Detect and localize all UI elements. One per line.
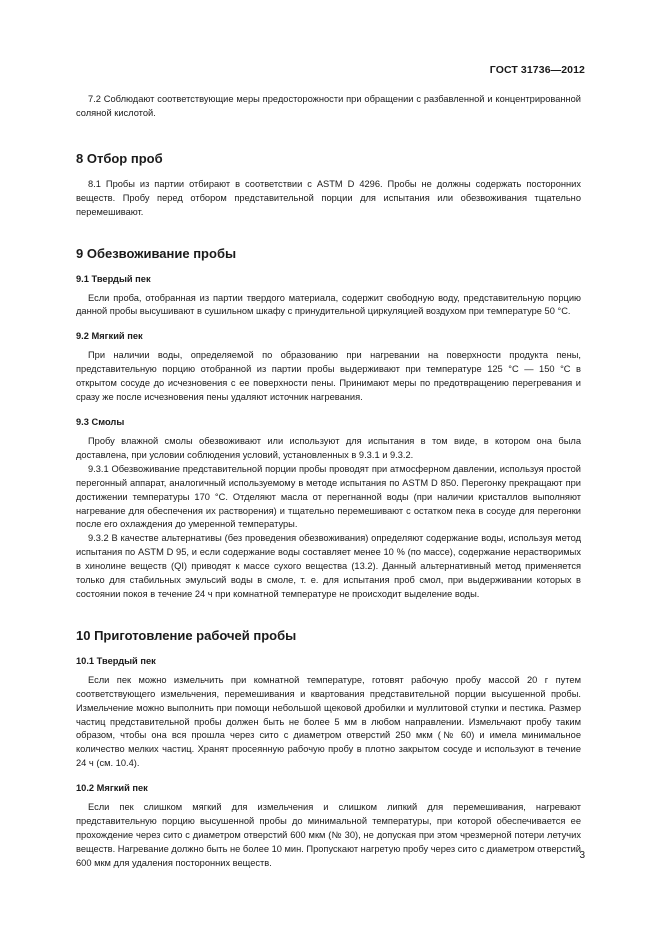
paragraph-7-2: 7.2 Соблюдают соответствующие меры предосторожности при обращении с разбавленной и концентрированной соляной кислотой. [76,94,581,118]
paragraph-9-1: Если проба, отобранная из партии твердого материала, содержит свободную воду, представительную порцию данной пробы высушивают в сушильном шкафу с принудительной циркуляцией воздухом при температуре 50 °С. [76,292,581,317]
paragraph-9-3: Пробу влажной смолы обезвоживают или используют для испытания в том виде, в котором она была доставлена, при условии соблюдения условий, установленных в 9.3.1 и 9.3.2. [76,435,581,460]
paragraph-10-2: Если пек слишком мягкий для измельчения и слишком липкий для перемешивания, нагревают представительную порцию высушенной пробы до минимальной температуры, при которой обеспечивается ее прохождение через сито с диаметром отверстий 600 мкм (№ 30), не допуская при этом чрезмерной потери летучих веществ. Нагревание должно быть не более 10 мин. Пропускают нагретую пробу через сито с диаметром отверстий 600 мкм для удаления посторонних веществ. [76,802,581,868]
paragraph-9-3-1: 9.3.1 Обезвоживание представительной порции пробы проводят при атмосферном давлении, используя простой перегонный аппарат, аналогичный используемому в методе испытания по ASTM D 850. Перегонку прекращают при достижении температуры 170 °С. Отделяют масла от перегнанной воды (при наличии кристаллов выполняют нагревание для обеспечения их растворения) и тщательно перемешивают с остатком пека в сосуде для перегонки после его охлаждения до умеренной температуры. [76,463,581,530]
standard-header: ГОСТ 31736—2012 [489,64,585,76]
subsection-10-1-heading: 10.1 Твердый пек [76,655,156,666]
subsection-9-3-heading: 9.3 Смолы [76,416,125,427]
paragraph-9-2: При наличии воды, определяемой по образованию при нагревании на поверхности продукта пены, представительную порцию отобранной из партии пробы выдерживают при температуре 125 °С — 150 °С в открытом сосуде до исчезновения с ее поверхности пены. Принимают меры по предотвращению перегревания и сразу же после исчезновения пены удаляют источник нагревания. [76,350,581,403]
subsection-9-1-heading: 9.1 Твердый пек [76,273,151,284]
page-content [76,93,581,871]
section-9-heading: 9 Обезвоживание пробы [76,245,237,261]
section-8-heading: 8 Отбор проб [76,150,163,166]
section-10-heading: 10 Приготовление рабочей пробы [76,627,297,643]
page-number: 3 [579,850,585,861]
paragraph-10-1: Если пек можно измельчить при комнатной температуре, готовят рабочую пробу массой 20 г путем соответствующего измельчения, перемешивания и квартования представительной порции высушенной пробы. Измельчение можно выполнить при помощи небольшой щековой дробилки и муллитовой ступки и пестика. Размер частиц представительной пробы должен быть не более 5 мм в любом направлении. Измельчают пробу таким образом, чтобы она вся прошла через сито с диаметром отверстий 250 мкм (№ 60) и имела минимальное количество мелких частиц. Хранят просеянную рабочую пробу в плотно закрытом сосуде и используют в течение 24 ч (см. 10.4). [76,674,581,769]
paragraph-9-3-2: 9.3.2 В качестве альтернативы (без проведения обезвоживания) определяют содержание воды, используя метод испытания по ASTM D 95, и если содержание воды составляет менее 10 % (по массе), содержание нерастворимых в хинолине веществ (QI) приводят к массе сухого вещества (13.2). Данный альтернативный метод применяется только для стабильных эмульсий воды в смоле, т. е. для испытания проб смол, при выдерживании которых в состоянии покоя в течение 24 ч при комнатной температуре не происходит выделение воды. [76,533,581,599]
paragraph-8-1: 8.1 Пробы из партии отбирают в соответствии с ASTM D 4296. Пробы не должны содержать посторонних веществ. Пробу перед отбором представительной порции для испытания или обезвоживания тщательно перемешивают. [76,178,581,217]
subsection-10-2-heading: 10.2 Мягкий пек [76,783,148,794]
subsection-9-2-heading: 9.2 Мягкий пек [76,331,143,342]
